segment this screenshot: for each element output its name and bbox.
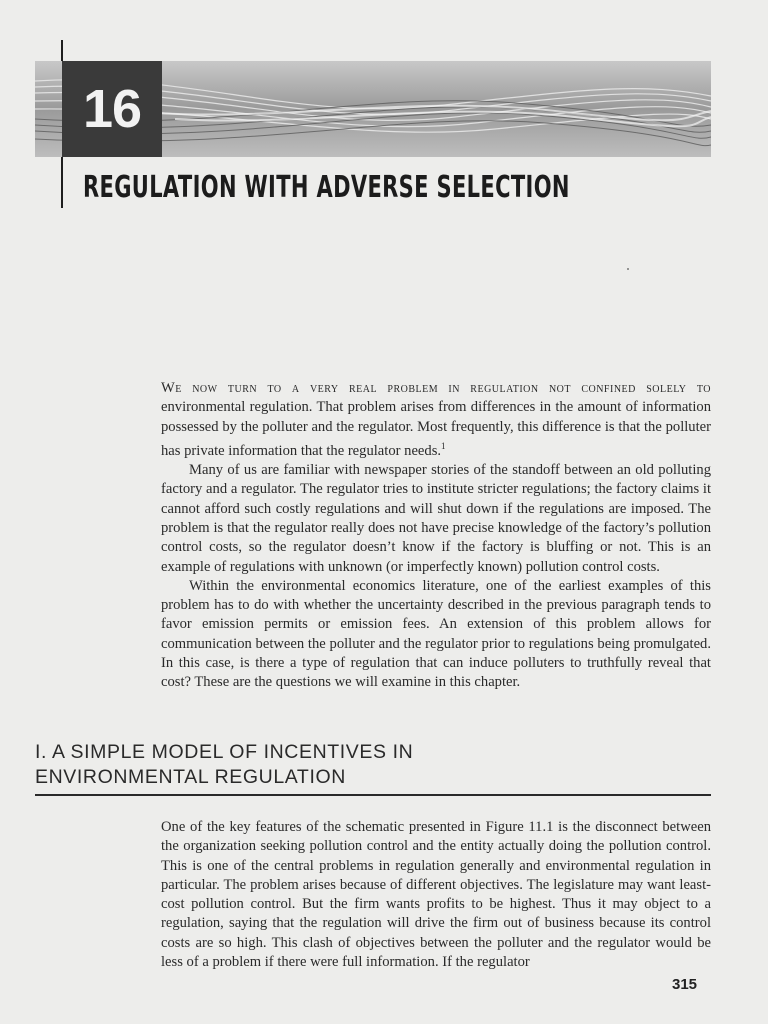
section-heading-line-1: I. A SIMPLE MODEL OF INCENTIVES IN (35, 741, 414, 763)
section-heading (35, 740, 711, 796)
intro-paragraph-2: Many of us are familiar with newspaper stories of the standoff between an old polluting factory and a regulator. The regulator tries to institute stricter regulations; the factory claims it cannot afford such costly regulations and will shut down if the regulations are imposed. The problem is that the regulator really does not have precise knowledge of the factory’s pollution control costs, so the regulator doesn’t know if the factory is bluffing or not. This is an example of regulations with unknown (or imperfectly known) pollution control costs. (161, 462, 711, 575)
page-number: 315 (672, 976, 698, 993)
speck (627, 268, 629, 270)
chapter-number-box (62, 61, 162, 157)
intro-text (161, 379, 711, 693)
lead-in-small-caps: We now turn to a very real problem in regulation not confined solely to (161, 380, 711, 396)
section-paragraph: One of the key features of the schematic presented in Figure 11.1 is the disconnect between the organization seeking pollution control and the entity actually doing the pollution control. This is one of the central problems in regulation generally and environmental regulation in particular. The problem arises because of different objectives. The legislature may want least-cost pollution control. But the firm wants profits to be highest. Thus it may object to a regulation, saying that the regulation will drive the firm out of business because its control costs are so high. This clash of objectives between the polluter and the regulator would be less of a problem if there were full information. If the regulator (161, 819, 711, 971)
intro-paragraph-3: Within the environmental economics literature, one of the earliest examples of this problem has to do with whether the uncertainty described in the previous paragraph tends to favor emission permits or emission fees. An extension of this problem allows for communication between the polluter and the regulator prior to regulations being promulgated. In this case, is there a type of regulation that can induce polluters to truthfully reveal that cost? These are the questions we will examine in this chapter. (161, 577, 711, 691)
chapter-number: 16 (82, 79, 142, 139)
section-text (161, 818, 711, 972)
footnote-marker: 1 (441, 440, 446, 451)
chapter-title: REGULATION WITH ADVERSE SELECTION (83, 170, 570, 205)
section-heading-line-2: ENVIRONMENTAL REGULATION (35, 766, 346, 788)
intro-paragraph-1: We now turn to a very real problem in regulation not confined solely to environmental regulation. That problem arises from differences in the amount of information possessed by the polluter and the regulator. Most frequently, this difference is that the polluter has private information that the regulator needs.$^1$ (161, 380, 711, 459)
